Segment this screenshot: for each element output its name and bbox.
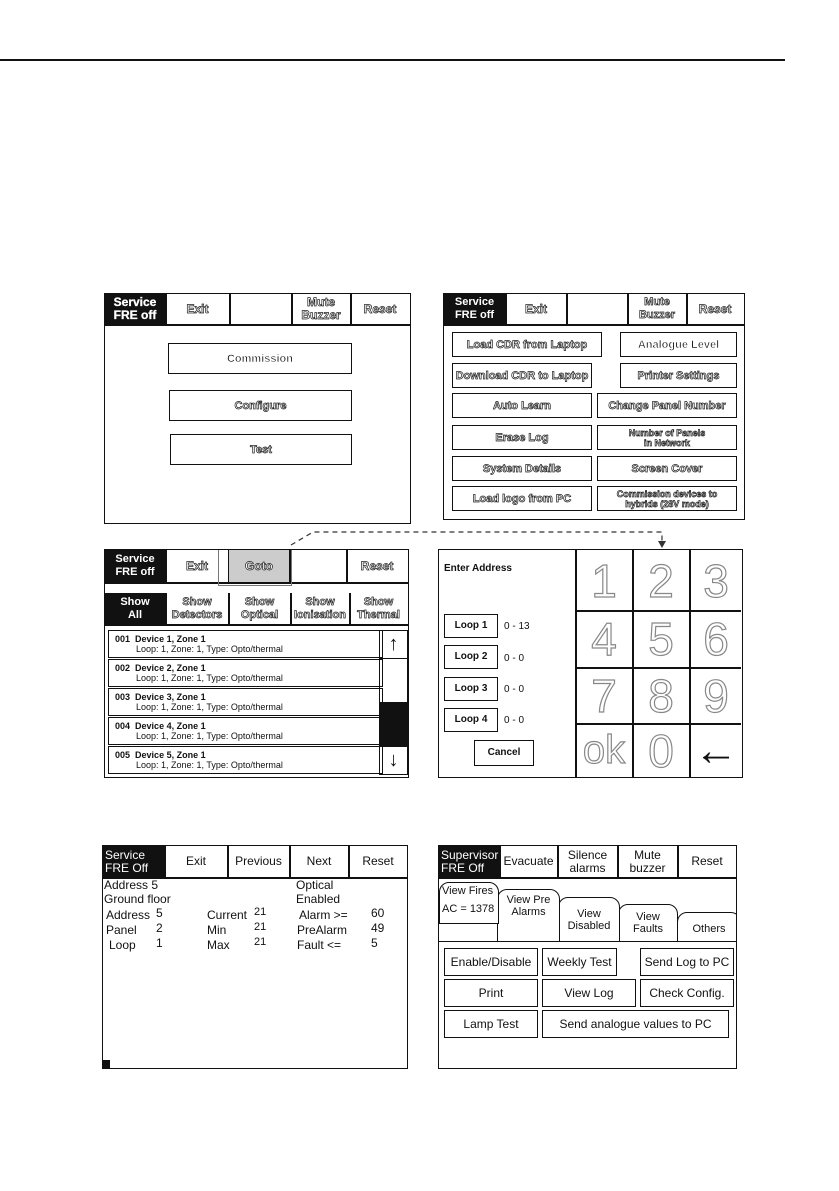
status-badge: Service FRE off [105,550,165,582]
print-button[interactable]: Print [444,979,538,1007]
mute-buzzer-button[interactable]: Mute Buzzer [301,295,341,322]
filter-show-optical[interactable]: Show Optical [240,595,279,621]
goto-highlight [218,549,292,586]
key-0[interactable]: 0 [648,724,674,777]
commission-screen [443,293,745,520]
list-item[interactable]: 004 Device 4, Zone 1 Loop: 1, Zone: 1, Type: Opto/thermal [108,717,383,745]
silence-alarms-button[interactable]: Silence alarms [567,847,608,875]
loop-4-range: 0 - 0 [504,715,525,726]
evacuate-button[interactable]: Evacuate [503,854,554,868]
field-label: Loop [109,938,136,952]
reset-button[interactable]: Reset [360,558,394,573]
supervisor-screen [438,845,737,1069]
configure-button[interactable]: Configure [169,390,352,421]
load-cdr-button[interactable]: Load CDR from Laptop [452,332,602,357]
number-of-panels-button[interactable]: Number of Panels in Network [597,425,737,450]
loop-1-range: 0 - 13 [504,621,530,632]
tab-view-disabled[interactable]: View Disabled [558,897,620,942]
threshold-label: Fault <= [297,938,342,952]
filter-show-all[interactable]: Show All [105,593,165,624]
erase-log-button[interactable]: Erase Log [452,425,592,450]
ac-value: AC = 1378 [442,903,495,915]
threshold-label: Alarm >= [299,908,348,922]
tab-view-fires-label: View Fires [442,885,494,897]
download-cdr-button[interactable]: Download CDR to Laptop [452,363,592,388]
reset-button[interactable]: Reset [363,301,397,316]
key-9[interactable]: 9 [703,669,729,722]
commission-button[interactable]: Commission [168,343,352,374]
list-item[interactable]: 003 Device 3, Zone 1 Loop: 1, Zone: 1, Type: Opto/thermal [108,688,383,716]
reading-value: 21 [254,936,267,948]
tab-view-faults[interactable]: View Faults [618,904,678,942]
reset-button[interactable]: Reset [691,854,723,868]
commission-hybrids-button[interactable]: Commission devices to hybrids (28V mode) [597,486,737,511]
exit-button[interactable]: Exit [186,301,209,316]
enter-address-screen [438,549,743,778]
exit-button[interactable]: Exit [185,558,208,573]
device-details-screen [102,845,408,1069]
key-ok[interactable]: ok [582,728,626,772]
field-value: 1 [156,936,163,950]
test-button[interactable]: Test [170,434,352,465]
corner-marker [103,1060,110,1068]
scroll-down-button[interactable]: ↓ [380,746,407,774]
backspace-arrow-icon: ← [694,725,738,775]
mute-buzzer-button[interactable]: Mute buzzer [629,847,666,875]
key-7[interactable]: 7 [591,669,617,722]
threshold-value: 60 [371,906,385,920]
loop-1-button[interactable]: Loop 1 [444,614,498,638]
enter-address-title: Enter Address [444,563,512,574]
next-button[interactable]: Next [306,854,332,868]
field-label: Address [106,908,151,922]
auto-learn-button[interactable]: Auto Learn [452,393,592,418]
exit-button[interactable]: Exit [185,854,206,868]
reading-value: 21 [254,906,267,918]
device-type-text: Optical [296,878,334,892]
status-badge: Service FRE Off [103,846,164,877]
loop-3-range: 0 - 0 [504,684,525,695]
filter-show-detectors[interactable]: Show Detectors [171,595,223,621]
key-5[interactable]: 5 [648,613,674,665]
key-6[interactable]: 6 [703,613,729,665]
exit-button[interactable]: Exit [524,301,547,316]
send-log-button[interactable]: Send Log to PC [640,948,734,976]
key-1[interactable]: 1 [591,555,617,607]
key-3[interactable]: 3 [703,555,729,607]
reset-button[interactable]: Reset [362,854,394,868]
lamp-test-button[interactable]: Lamp Test [444,1010,538,1038]
screen-cover-button[interactable]: Screen Cover [597,456,737,481]
location-text: Ground floor [104,892,171,906]
key-8[interactable]: 8 [648,669,674,722]
loop-2-range: 0 - 0 [504,653,525,664]
threshold-value: 5 [371,936,378,950]
threshold-label: PreAlarm [297,923,348,937]
device-list-screen [104,549,409,778]
threshold-value: 49 [371,921,385,935]
blank-button[interactable] [230,294,291,324]
reading-value: 21 [254,921,267,933]
status-badge: Service FRE off [444,294,505,324]
list-item[interactable]: 001 Device 1, Zone 1 Loop: 1, Zone: 1, Type: Opto/thermal [108,630,383,658]
scrollbar-thumb[interactable] [380,702,407,746]
cancel-button[interactable]: Cancel [474,740,534,766]
filter-show-ionisation[interactable]: Show Ionisation [294,595,346,621]
blank-button[interactable] [290,550,346,582]
list-item[interactable]: 002 Device 2, Zone 1 Loop: 1, Zone: 1, Type: Opto/thermal [108,659,383,687]
mute-buzzer-button[interactable]: Mute Buzzer [638,296,676,321]
previous-button[interactable]: Previous [235,854,282,868]
reading-label: Min [207,923,227,937]
scroll-up-button[interactable]: ↑ [380,631,407,659]
enable-disable-button[interactable]: Enable/Disable [444,948,538,976]
printer-settings-button[interactable]: Printer Settings [620,363,737,388]
weekly-test-button[interactable]: Weekly Test [542,948,617,976]
main-menu-screen [104,293,411,524]
field-label: Panel [106,923,137,937]
tab-view-fires[interactable] [439,882,499,924]
field-value: 5 [156,906,163,920]
status-badge: Service FRE off [105,294,165,324]
key-4[interactable]: 4 [591,613,617,665]
tab-view-pre-alarms[interactable]: View Pre Alarms [497,889,560,942]
loop-2-button[interactable]: Loop 2 [444,645,498,669]
system-details-button[interactable]: System Details [452,456,592,481]
reading-label: Current [207,908,248,922]
load-logo-button[interactable]: Load logo from PC [452,486,592,511]
change-panel-number-button[interactable]: Change Panel Number [597,393,737,418]
backspace-key[interactable] [690,724,742,777]
loop-4-button[interactable]: Loop 4 [444,708,498,732]
reset-button[interactable]: Reset [698,301,732,316]
analogue-level-button[interactable]: Analogue Level [620,332,737,357]
list-item[interactable]: 005 Device 5, Zone 1 Loop: 1, Zone: 1, Type: Opto/thermal [108,746,383,774]
field-value: 2 [156,921,163,935]
goto-button[interactable]: Goto [229,550,289,582]
check-config-button[interactable]: Check Config. [640,979,734,1007]
blank-button[interactable] [567,294,627,324]
reading-label: Max [207,938,230,952]
key-2[interactable]: 2 [648,555,674,607]
tab-others[interactable]: Others [677,912,737,942]
address-line: Address 5 [104,878,159,892]
tab-baseline [439,941,736,942]
send-analogue-button[interactable]: Send analogue values to PC [542,1010,729,1038]
view-log-button[interactable]: View Log [542,979,636,1007]
device-state-text: Enabled [296,892,341,906]
filter-show-thermal[interactable]: Show Thermal [357,595,400,621]
loop-3-button[interactable]: Loop 3 [444,677,498,701]
status-badge: Supervisor FRE Off [439,846,499,877]
